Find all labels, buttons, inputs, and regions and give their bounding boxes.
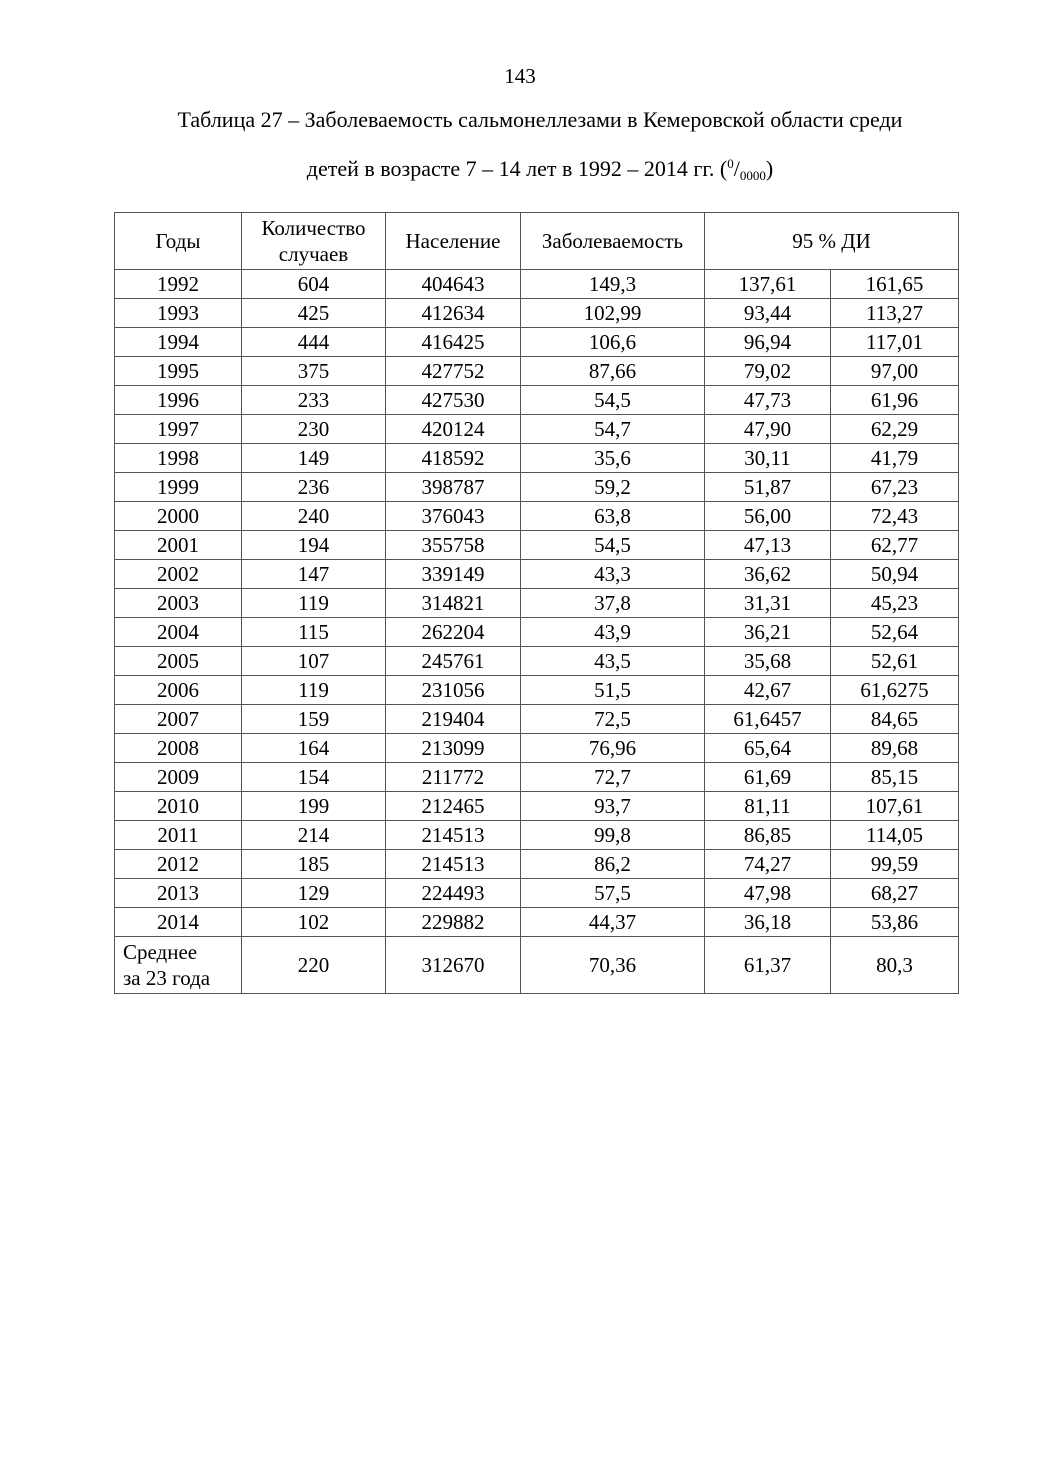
cell-ci-high: 50,94 [831, 560, 959, 589]
cell-ci-low: 86,85 [705, 821, 831, 850]
cell-ci-low: 74,27 [705, 850, 831, 879]
cell-cases: 199 [242, 792, 386, 821]
cell-year: 2008 [115, 734, 242, 763]
cell-incidence: 44,37 [521, 908, 705, 937]
cell-ci-low: 93,44 [705, 299, 831, 328]
cell-incidence: 35,6 [521, 444, 705, 473]
cell-ci-low: 61,69 [705, 763, 831, 792]
cell-incidence: 43,3 [521, 560, 705, 589]
header-cases: Количество случаев [242, 213, 386, 270]
cell-population: 412634 [386, 299, 521, 328]
cell-year: 1998 [115, 444, 242, 473]
table-row [115, 270, 959, 299]
cell-population: 219404 [386, 705, 521, 734]
caption-line-2 [100, 142, 980, 198]
table-row [115, 502, 959, 531]
cell-incidence: 54,5 [521, 386, 705, 415]
caption-close-paren: ) [765, 156, 774, 181]
cell-incidence: 87,66 [521, 357, 705, 386]
cell-year: 1999 [115, 473, 242, 502]
average-ci-low: 61,37 [705, 937, 831, 994]
cell-ci-low: 47,98 [705, 879, 831, 908]
table-row [115, 705, 959, 734]
cell-cases: 604 [242, 270, 386, 299]
table-row [115, 618, 959, 647]
cell-population: 245761 [386, 647, 521, 676]
cell-cases: 159 [242, 705, 386, 734]
table-body [115, 270, 959, 937]
cell-population: 404643 [386, 270, 521, 299]
cell-year: 1996 [115, 386, 242, 415]
cell-incidence: 102,99 [521, 299, 705, 328]
cell-population: 427752 [386, 357, 521, 386]
table-row [115, 792, 959, 821]
unit-superscript: 0 [727, 156, 734, 171]
cell-incidence: 54,5 [521, 531, 705, 560]
cell-ci-low: 35,68 [705, 647, 831, 676]
cell-incidence: 54,7 [521, 415, 705, 444]
header-years: Годы [115, 213, 242, 270]
cell-incidence: 63,8 [521, 502, 705, 531]
cell-cases: 107 [242, 647, 386, 676]
cell-incidence: 72,5 [521, 705, 705, 734]
average-label [115, 937, 242, 994]
table-row [115, 328, 959, 357]
cell-year: 2011 [115, 821, 242, 850]
cell-ci-low: 96,94 [705, 328, 831, 357]
cell-population: 416425 [386, 328, 521, 357]
cell-cases: 240 [242, 502, 386, 531]
page-number: 143 [504, 64, 536, 88]
cell-population: 355758 [386, 531, 521, 560]
cell-year: 2004 [115, 618, 242, 647]
cell-ci-high: 62,77 [831, 531, 959, 560]
cell-cases: 115 [242, 618, 386, 647]
cell-population: 211772 [386, 763, 521, 792]
cell-incidence: 76,96 [521, 734, 705, 763]
table-row [115, 908, 959, 937]
cell-cases: 147 [242, 560, 386, 589]
cell-year: 1995 [115, 357, 242, 386]
cell-ci-high: 41,79 [831, 444, 959, 473]
average-population: 312670 [386, 937, 521, 994]
incidence-table [114, 212, 959, 994]
table-row [115, 734, 959, 763]
table-row [115, 676, 959, 705]
cell-ci-high: 62,29 [831, 415, 959, 444]
table-row [115, 473, 959, 502]
cell-cases: 425 [242, 299, 386, 328]
cell-ci-low: 79,02 [705, 357, 831, 386]
cell-incidence: 99,8 [521, 821, 705, 850]
cell-year: 1994 [115, 328, 242, 357]
caption-line-1: Таблица 27 – Заболеваемость сальмонеллезами в Кемеровской области среди [177, 107, 903, 132]
cell-year: 1997 [115, 415, 242, 444]
cell-year: 1992 [115, 270, 242, 299]
cell-population: 213099 [386, 734, 521, 763]
cell-ci-low: 61,6457 [705, 705, 831, 734]
cell-population: 418592 [386, 444, 521, 473]
cell-ci-low: 81,11 [705, 792, 831, 821]
cell-incidence: 59,2 [521, 473, 705, 502]
cell-incidence: 72,7 [521, 763, 705, 792]
cell-ci-high: 45,23 [831, 589, 959, 618]
cell-ci-low: 36,21 [705, 618, 831, 647]
cell-incidence: 57,5 [521, 879, 705, 908]
cell-ci-low: 137,61 [705, 270, 831, 299]
cell-population: 231056 [386, 676, 521, 705]
cell-population: 214513 [386, 850, 521, 879]
cell-year: 2010 [115, 792, 242, 821]
cell-cases: 444 [242, 328, 386, 357]
cell-incidence: 106,6 [521, 328, 705, 357]
average-label-line-2: за 23 года [123, 966, 211, 990]
cell-ci-low: 47,90 [705, 415, 831, 444]
cell-ci-low: 51,87 [705, 473, 831, 502]
cell-population: 376043 [386, 502, 521, 531]
cell-ci-low: 56,00 [705, 502, 831, 531]
table-caption [100, 98, 980, 198]
cell-ci-low: 31,31 [705, 589, 831, 618]
cell-ci-high: 85,15 [831, 763, 959, 792]
cell-cases: 375 [242, 357, 386, 386]
cell-cases: 185 [242, 850, 386, 879]
cell-ci-low: 65,64 [705, 734, 831, 763]
cell-cases: 194 [242, 531, 386, 560]
cell-ci-high: 161,65 [831, 270, 959, 299]
cell-cases: 102 [242, 908, 386, 937]
cell-year: 2002 [115, 560, 242, 589]
table-header-row [115, 213, 959, 270]
cell-year: 2003 [115, 589, 242, 618]
cell-population: 339149 [386, 560, 521, 589]
cell-population: 214513 [386, 821, 521, 850]
table-row [115, 560, 959, 589]
average-cases: 220 [242, 937, 386, 994]
table-row [115, 647, 959, 676]
cell-cases: 230 [242, 415, 386, 444]
cell-ci-high: 84,65 [831, 705, 959, 734]
table-row [115, 357, 959, 386]
cell-cases: 164 [242, 734, 386, 763]
cell-ci-high: 68,27 [831, 879, 959, 908]
cell-year: 2012 [115, 850, 242, 879]
unit-slash: / [733, 156, 740, 181]
cell-ci-low: 36,18 [705, 908, 831, 937]
cell-year: 2001 [115, 531, 242, 560]
cell-population: 420124 [386, 415, 521, 444]
cell-ci-high: 114,05 [831, 821, 959, 850]
cell-cases: 119 [242, 676, 386, 705]
cell-ci-low: 42,67 [705, 676, 831, 705]
cell-cases: 236 [242, 473, 386, 502]
cell-population: 427530 [386, 386, 521, 415]
cell-ci-high: 117,01 [831, 328, 959, 357]
table-row [115, 850, 959, 879]
table-row [115, 763, 959, 792]
cell-cases: 129 [242, 879, 386, 908]
cell-ci-high: 52,64 [831, 618, 959, 647]
table-row [115, 386, 959, 415]
average-incidence: 70,36 [521, 937, 705, 994]
cell-ci-high: 89,68 [831, 734, 959, 763]
cell-cases: 154 [242, 763, 386, 792]
table-row [115, 821, 959, 850]
header-incidence: Заболеваемость [521, 213, 705, 270]
cell-population: 229882 [386, 908, 521, 937]
cell-ci-low: 47,73 [705, 386, 831, 415]
cell-incidence: 93,7 [521, 792, 705, 821]
cell-incidence: 149,3 [521, 270, 705, 299]
cell-ci-high: 99,59 [831, 850, 959, 879]
cell-ci-low: 47,13 [705, 531, 831, 560]
cell-year: 2005 [115, 647, 242, 676]
table-row [115, 589, 959, 618]
cell-year: 2006 [115, 676, 242, 705]
cell-year: 2007 [115, 705, 242, 734]
cell-ci-high: 72,43 [831, 502, 959, 531]
cell-ci-high: 61,6275 [831, 676, 959, 705]
table-row [115, 531, 959, 560]
cell-population: 262204 [386, 618, 521, 647]
header-confidence-interval: 95 % ДИ [705, 213, 959, 270]
unit-subscript: 0000 [739, 168, 766, 183]
cell-incidence: 43,5 [521, 647, 705, 676]
cell-population: 224493 [386, 879, 521, 908]
cell-cases: 149 [242, 444, 386, 473]
cell-year: 1993 [115, 299, 242, 328]
cell-incidence: 43,9 [521, 618, 705, 647]
cell-year: 2009 [115, 763, 242, 792]
cell-ci-low: 36,62 [705, 560, 831, 589]
caption-line-2-text: детей в возрасте 7 – 14 лет в 1992 – 2014 гг. ( [306, 156, 728, 181]
cell-population: 314821 [386, 589, 521, 618]
cell-population: 398787 [386, 473, 521, 502]
average-label-line-1: Среднее [123, 940, 198, 964]
cell-cases: 214 [242, 821, 386, 850]
header-population: Население [386, 213, 521, 270]
cell-incidence: 86,2 [521, 850, 705, 879]
cell-cases: 119 [242, 589, 386, 618]
cell-year: 2013 [115, 879, 242, 908]
cell-incidence: 37,8 [521, 589, 705, 618]
table-row [115, 879, 959, 908]
cell-ci-high: 52,61 [831, 647, 959, 676]
cell-ci-high: 113,27 [831, 299, 959, 328]
table-row [115, 415, 959, 444]
average-ci-high: 80,3 [831, 937, 959, 994]
cell-ci-high: 107,61 [831, 792, 959, 821]
cell-ci-high: 67,23 [831, 473, 959, 502]
cell-ci-low: 30,11 [705, 444, 831, 473]
table-row [115, 299, 959, 328]
cell-incidence: 51,5 [521, 676, 705, 705]
cell-population: 212465 [386, 792, 521, 821]
cell-ci-high: 61,96 [831, 386, 959, 415]
cell-year: 2000 [115, 502, 242, 531]
cell-cases: 233 [242, 386, 386, 415]
table-row [115, 444, 959, 473]
cell-ci-high: 53,86 [831, 908, 959, 937]
cell-year: 2014 [115, 908, 242, 937]
average-row [115, 937, 959, 994]
cell-ci-high: 97,00 [831, 357, 959, 386]
